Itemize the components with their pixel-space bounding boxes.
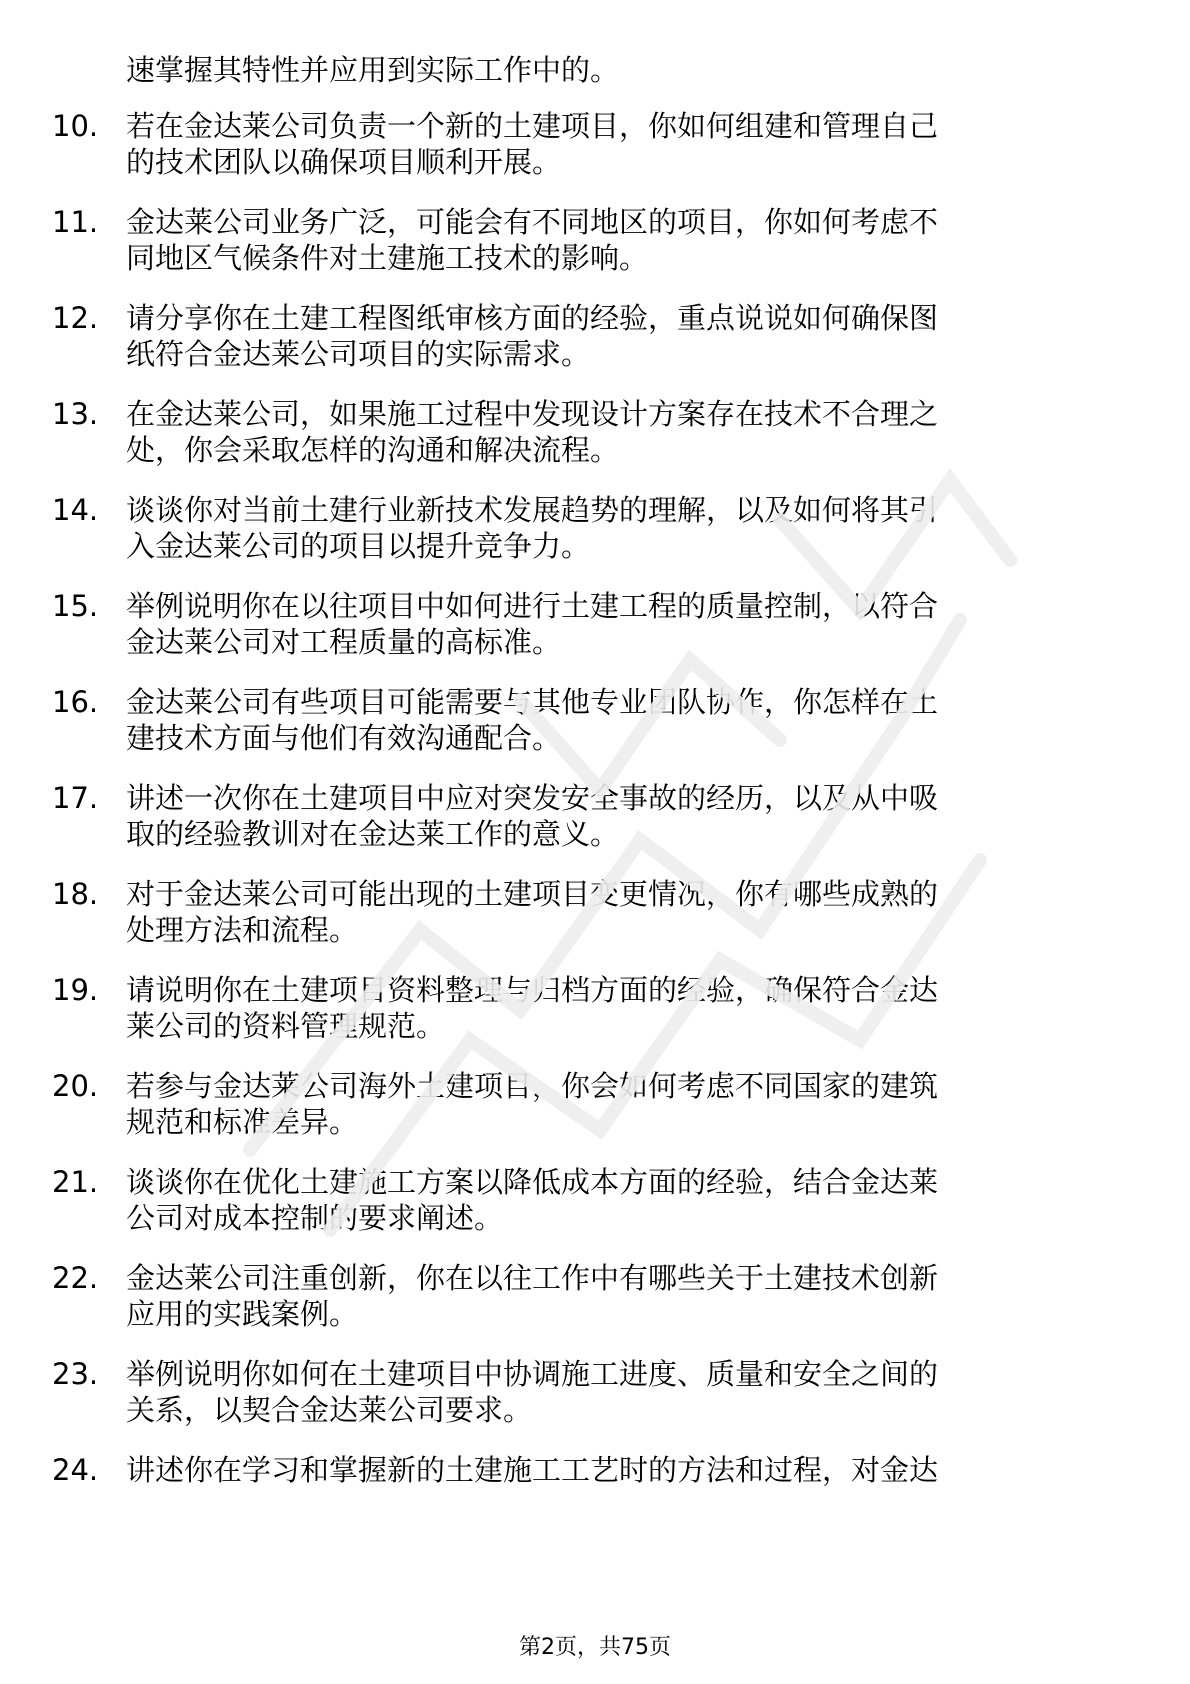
question-text: 举例说明你如何在土建项目中协调施工进度、质量和安全之间的 关系，以契合金达莱公司要求。 bbox=[126, 1357, 939, 1427]
question-item bbox=[0, 1452, 1190, 1532]
question-number: 12. bbox=[52, 301, 99, 335]
question-number: 16. bbox=[52, 685, 99, 719]
question-item bbox=[0, 1356, 1190, 1436]
question-number: 23. bbox=[52, 1357, 99, 1391]
question-text: 谈谈你在优化土建施工方案以降低成本方面的经验，结合金达莱 公司对成本控制的要求阐述。 bbox=[126, 1165, 939, 1235]
question-number: 22. bbox=[52, 1261, 99, 1295]
question-text: 金达莱公司业务广泛，可能会有不同地区的项目，你如何考虑不 同地区气候条件对土建施工技术的影响。 bbox=[126, 205, 939, 275]
question-number: 21. bbox=[52, 1165, 99, 1199]
question-text: 在金达莱公司，如果施工过程中发现设计方案存在技术不合理之 处，你会采取怎样的沟通和解决流程。 bbox=[126, 397, 939, 467]
question-item bbox=[0, 684, 1190, 764]
question-item bbox=[0, 396, 1190, 476]
question-number: 15. bbox=[52, 589, 99, 623]
question-number: 13. bbox=[52, 397, 99, 431]
question-number: 17. bbox=[52, 781, 99, 815]
question-item bbox=[0, 1164, 1190, 1244]
question-number: 14. bbox=[52, 493, 99, 527]
question-number: 20. bbox=[52, 1069, 99, 1103]
question-item bbox=[0, 780, 1190, 860]
question-text: 讲述一次你在土建项目中应对突发安全事故的经历，以及从中吸 取的经验教训对在金达莱工作的意义。 bbox=[126, 781, 939, 851]
question-number: 18. bbox=[52, 877, 99, 911]
question-item bbox=[0, 300, 1190, 380]
question-text: 谈谈你对当前土建行业新技术发展趋势的理解，以及如何将其引 入金达莱公司的项目以提升竞争力。 bbox=[126, 493, 939, 563]
question-text: 请说明你在土建项目资料整理与归档方面的经验，确保符合金达 莱公司的资料管理规范。 bbox=[126, 973, 939, 1043]
question-number: 10. bbox=[52, 109, 99, 143]
page-footer: 第2页，共75页 bbox=[519, 1635, 671, 1660]
question-text: 举例说明你在以往项目中如何进行土建工程的质量控制，以符合 金达莱公司对工程质量的高标准。 bbox=[126, 589, 939, 659]
question-text: 若在金达莱公司负责一个新的土建项目，你如何组建和管理自己 的技术团队以确保项目顺利开展。 bbox=[126, 109, 939, 179]
question-text: 对于金达莱公司可能出现的土建项目变更情况，你有哪些成熟的 处理方法和流程。 bbox=[126, 877, 939, 947]
question-item bbox=[0, 1260, 1190, 1340]
question-text: 讲述你在学习和掌握新的土建施工工艺时的方法和过程，对金达 bbox=[126, 1453, 939, 1487]
question-item bbox=[0, 204, 1190, 284]
question-text: 金达莱公司注重创新，你在以往工作中有哪些关于土建技术创新 应用的实践案例。 bbox=[126, 1261, 939, 1331]
question-number: 24. bbox=[52, 1453, 99, 1487]
question-item bbox=[0, 492, 1190, 572]
question-number: 11. bbox=[52, 205, 99, 239]
question-item bbox=[0, 972, 1190, 1052]
question-item bbox=[0, 1068, 1190, 1148]
question-item bbox=[0, 588, 1190, 668]
question-item bbox=[0, 876, 1190, 956]
question-text: 若参与金达莱公司海外土建项目，你会如何考虑不同国家的建筑 规范和标准差异。 bbox=[126, 1069, 939, 1139]
question-text: 金达莱公司有些项目可能需要与其他专业团队协作，你怎样在土 建技术方面与他们有效沟通配合。 bbox=[126, 685, 939, 755]
question-number: 19. bbox=[52, 973, 99, 1007]
continuation-text: 速掌握其特性并应用到实际工作中的。 bbox=[126, 53, 620, 87]
question-item bbox=[0, 108, 1190, 188]
question-text: 请分享你在土建工程图纸审核方面的经验，重点说说如何确保图 纸符合金达莱公司项目的实际需求。 bbox=[126, 301, 939, 371]
